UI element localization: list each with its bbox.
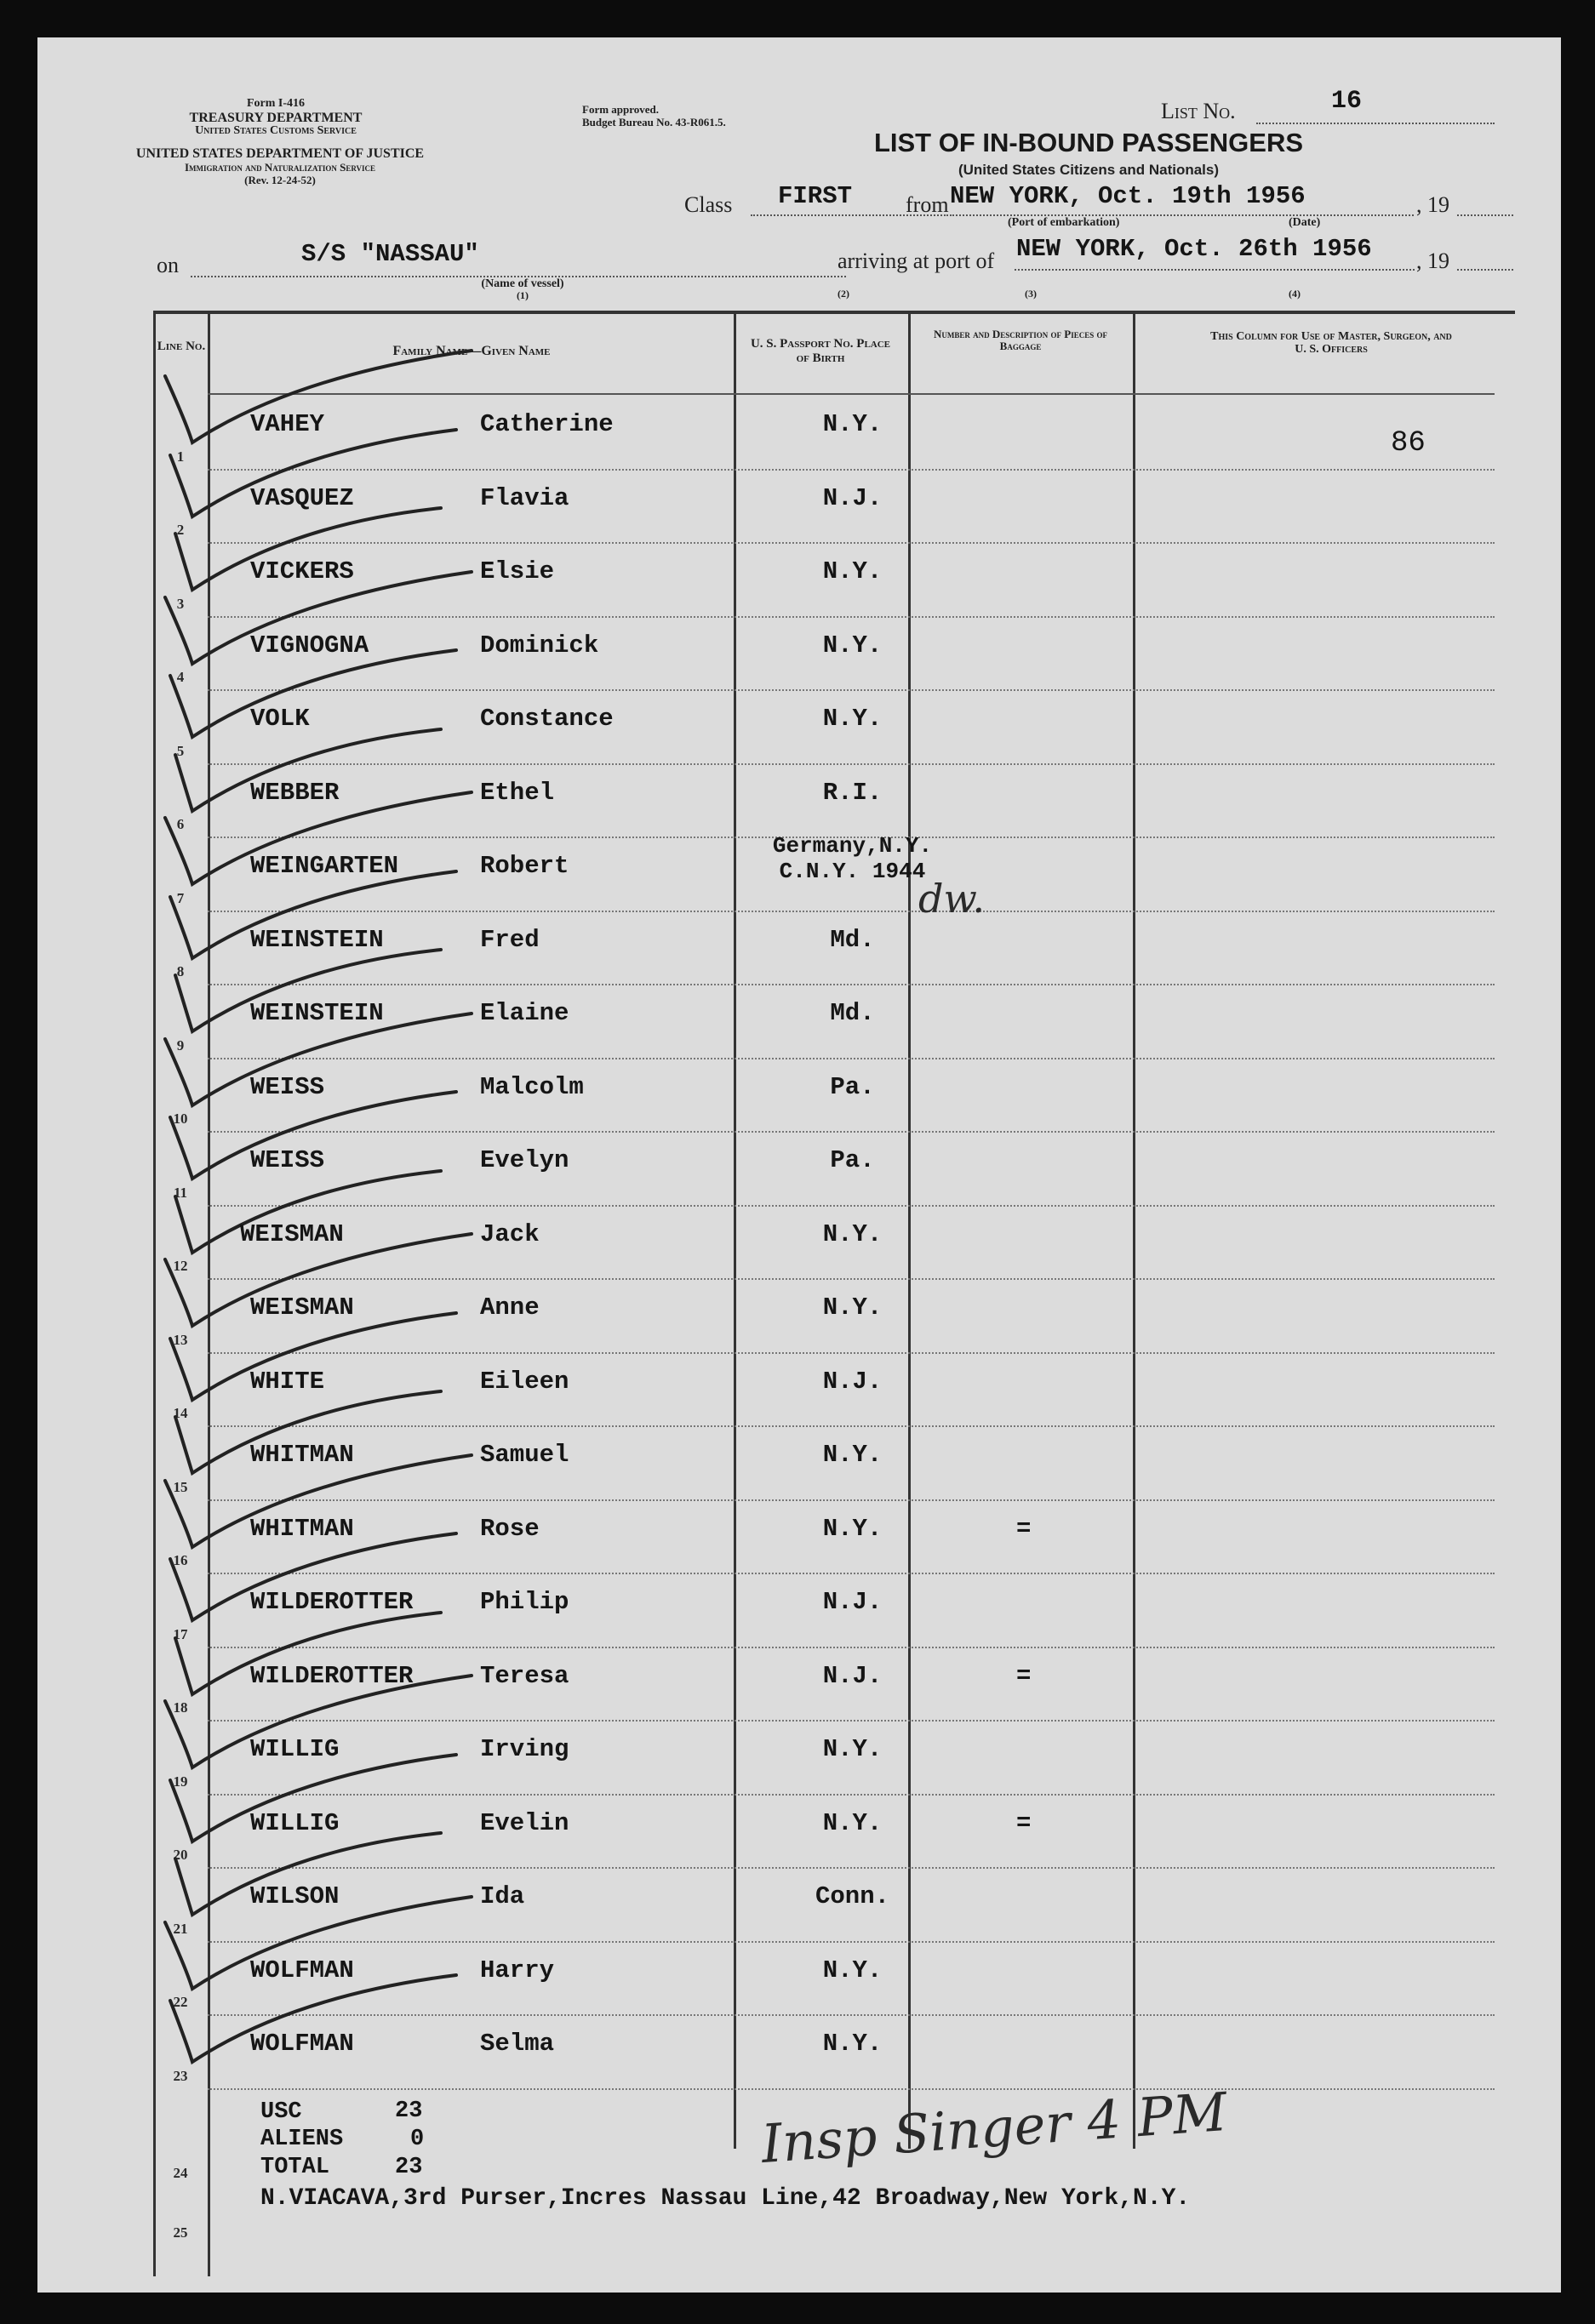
customs-service: United States Customs Service	[195, 124, 357, 137]
place-of-birth: N.Y.	[822, 1735, 883, 1763]
given-name: Flavia	[480, 483, 569, 512]
line-number: 1	[176, 448, 185, 465]
col-header-baggage: Number and Description of Pieces of Baggage	[934, 328, 1107, 352]
place-of-birth: N.J.	[822, 1367, 883, 1396]
place-of-birth: N.Y.	[822, 1808, 883, 1837]
given-name: Elsie	[480, 557, 555, 585]
line-number: 3	[176, 595, 185, 612]
list-subtitle: (United States Citizens and Nationals)	[958, 162, 1220, 178]
arriving-label: arriving at port of	[838, 248, 995, 273]
given-name: Harry	[480, 1956, 555, 1984]
family-name: WEINGARTEN	[250, 852, 399, 880]
family-name: VIGNOGNA	[250, 631, 369, 660]
col-header-passport: U. S. Passport No. Place of Birth	[750, 337, 891, 365]
family-name: WEINSTEIN	[250, 999, 384, 1027]
place-of-birth: N.Y.	[822, 410, 883, 438]
given-name: Elaine	[480, 999, 569, 1027]
place-of-birth: Conn.	[815, 1882, 889, 1910]
given-name: Samuel	[480, 1441, 569, 1469]
given-name: Ida	[480, 1882, 525, 1910]
given-name: Ethel	[480, 778, 555, 807]
family-name: VOLK	[250, 705, 310, 733]
line-number: 22	[173, 1994, 188, 2010]
given-name: Dominick	[480, 631, 599, 660]
form-number: Form I-416	[246, 97, 306, 110]
list-no-label: List No.	[1161, 99, 1236, 123]
purser-line: N.VIACAVA,3rd Purser,Incres Nassau Line,42 Broadway,New York,N.Y.	[260, 2185, 1191, 2212]
total-label: TOTAL	[260, 2155, 330, 2180]
line-number: 18	[173, 1699, 188, 1716]
port-embarkation-label: (Port of embarkation)	[1008, 216, 1120, 229]
col2-number: (2)	[838, 288, 849, 300]
from-value: NEW YORK, Oct. 19th 1956	[950, 182, 1306, 210]
table-top-rule	[153, 311, 1515, 314]
inspector-signature: Insp Singer 4 PM	[759, 2080, 1229, 2176]
place-of-birth: N.Y.	[822, 1956, 883, 1984]
place-of-birth: N.Y.	[822, 705, 883, 733]
given-name: Robert	[480, 852, 569, 880]
family-name: WEBBER	[250, 778, 340, 807]
line-number: 6	[176, 816, 185, 832]
on-label: on	[157, 253, 179, 277]
passenger-rows	[37, 395, 1561, 2135]
line-number: 17	[173, 1625, 188, 1642]
given-name: Rose	[480, 1514, 540, 1543]
usc-value: 23	[395, 2098, 423, 2124]
place-of-birth: N.Y.	[822, 631, 883, 660]
officer-note: 86	[1391, 427, 1426, 460]
given-name: Evelin	[480, 1808, 569, 1837]
vessel-caption: (Name of vessel)	[481, 277, 564, 290]
line-number: 5	[176, 742, 185, 759]
family-name: WOLFMAN	[250, 1956, 354, 1984]
family-name: WEISMAN	[240, 1219, 344, 1248]
family-name: WHITMAN	[250, 1514, 354, 1543]
family-name: WHITMAN	[250, 1441, 354, 1469]
line-number: 16	[173, 1552, 188, 1568]
place-of-birth: N.Y.	[822, 1514, 883, 1543]
line-number: 23	[173, 2067, 188, 2084]
family-name: VAHEY	[250, 410, 325, 438]
family-name: WILLIG	[250, 1735, 340, 1763]
vessel-name: S/S "NASSAU"	[301, 240, 479, 268]
class-value: FIRST	[778, 182, 853, 210]
given-name: Fred	[480, 925, 540, 954]
checkmark-icon	[140, 1961, 497, 2081]
col-header-officers: This Column for Use of Master, Surgeon, and U. S. Officers	[1210, 330, 1452, 356]
place-of-birth: Germany,N.Y. C.N.Y. 1944	[772, 833, 933, 884]
family-name: WOLFMAN	[250, 2030, 354, 2058]
given-name: Irving	[480, 1735, 569, 1763]
line-number-25: 25	[173, 2224, 188, 2241]
line-number: 20	[173, 1847, 188, 1863]
col-header-name: Family Name—Given Name	[392, 344, 551, 358]
given-name: Constance	[480, 705, 614, 733]
budget-bureau: Budget Bureau No. 43-R061.5.	[582, 116, 726, 128]
family-name: WILSON	[250, 1882, 340, 1910]
table-row	[37, 2014, 1561, 2088]
document-sheet	[37, 37, 1561, 2293]
line-number: 13	[173, 1331, 188, 1348]
row-divider	[208, 2088, 1495, 2090]
doj: UNITED STATES DEPARTMENT OF JUSTICE	[135, 146, 425, 161]
aliens-label: ALIENS	[260, 2127, 344, 2152]
treasury-dept: TREASURY DEPARTMENT	[189, 111, 363, 125]
place-of-birth: N.J.	[822, 1661, 883, 1690]
baggage-annotation: dw.	[918, 876, 985, 922]
class-label: Class	[684, 192, 733, 217]
given-name: Philip	[480, 1588, 569, 1616]
list-title: LIST OF IN-BOUND PASSENGERS	[873, 128, 1304, 157]
year-19-b: , 19	[1416, 248, 1449, 273]
line-number-24: 24	[173, 2165, 188, 2181]
col4-number: (4)	[1289, 288, 1301, 300]
given-name: Teresa	[480, 1661, 569, 1690]
line-number: 15	[173, 1478, 188, 1495]
place-of-birth: R.I.	[822, 778, 883, 807]
line-number: 11	[173, 1184, 188, 1201]
place-of-birth: N.Y.	[822, 557, 883, 585]
col-header-line-no: Line No.	[157, 340, 206, 353]
place-of-birth: Md.	[830, 999, 875, 1027]
line-number: 9	[176, 1036, 185, 1054]
col1-number: (1)	[517, 289, 529, 301]
place-of-birth: Md.	[830, 925, 875, 954]
family-name: WILDEROTTER	[250, 1661, 414, 1690]
given-name: Eileen	[480, 1367, 569, 1396]
baggage-ditto: =	[1016, 1661, 1032, 1690]
usc-label: USC	[260, 2099, 302, 2125]
baggage-ditto: =	[1016, 1808, 1032, 1837]
given-name: Selma	[480, 2030, 555, 2058]
from-label: from	[906, 192, 949, 217]
form-approved: Form approved.	[582, 103, 660, 116]
line-number: 10	[173, 1111, 188, 1127]
given-name: Catherine	[480, 410, 614, 438]
family-name: WHITE	[250, 1367, 325, 1396]
baggage-ditto: =	[1016, 1514, 1032, 1543]
line-number: 14	[173, 1405, 188, 1421]
line-number: 7	[176, 889, 185, 906]
line-number: 2	[176, 522, 185, 538]
line-number: 21	[173, 1920, 188, 1937]
aliens-value: 0	[410, 2127, 425, 2152]
place-of-birth: N.J.	[822, 483, 883, 512]
family-name: WILLIG	[250, 1808, 340, 1837]
line-number: 12	[173, 1258, 188, 1274]
place-of-birth: Pa.	[830, 1146, 875, 1174]
col3-number: (3)	[1025, 288, 1037, 300]
family-name: WILDEROTTER	[250, 1588, 414, 1616]
arrival-value: NEW YORK, Oct. 26th 1956	[1016, 235, 1372, 263]
place-of-birth: Pa.	[830, 1072, 875, 1101]
line-number: 19	[173, 1773, 188, 1790]
given-name: Malcolm	[480, 1072, 584, 1101]
line-number: 8	[176, 963, 185, 979]
family-name: VICKERS	[250, 557, 354, 585]
date-label: (Date)	[1289, 216, 1321, 229]
family-name: WEISS	[250, 1146, 325, 1174]
revision: (Rev. 12-24-52)	[244, 174, 316, 186]
ins: Immigration and Naturalization Service	[184, 161, 376, 174]
family-name: WEISS	[250, 1072, 325, 1101]
year-19-a: , 19	[1416, 192, 1449, 217]
family-name: WEISMAN	[250, 1293, 354, 1322]
family-name: WEINSTEIN	[250, 925, 384, 954]
family-name: VASQUEZ	[250, 483, 354, 512]
place-of-birth: N.Y.	[822, 1219, 883, 1248]
place-of-birth: N.J.	[822, 1588, 883, 1616]
place-of-birth: N.Y.	[822, 2030, 883, 2058]
given-name: Evelyn	[480, 1146, 569, 1174]
list-number: 16	[1331, 87, 1363, 116]
place-of-birth: N.Y.	[822, 1441, 883, 1469]
given-name: Jack	[480, 1219, 540, 1248]
line-number: 4	[176, 669, 185, 685]
given-name: Anne	[480, 1293, 540, 1322]
total-value: 23	[395, 2155, 423, 2180]
place-of-birth: N.Y.	[822, 1293, 883, 1322]
